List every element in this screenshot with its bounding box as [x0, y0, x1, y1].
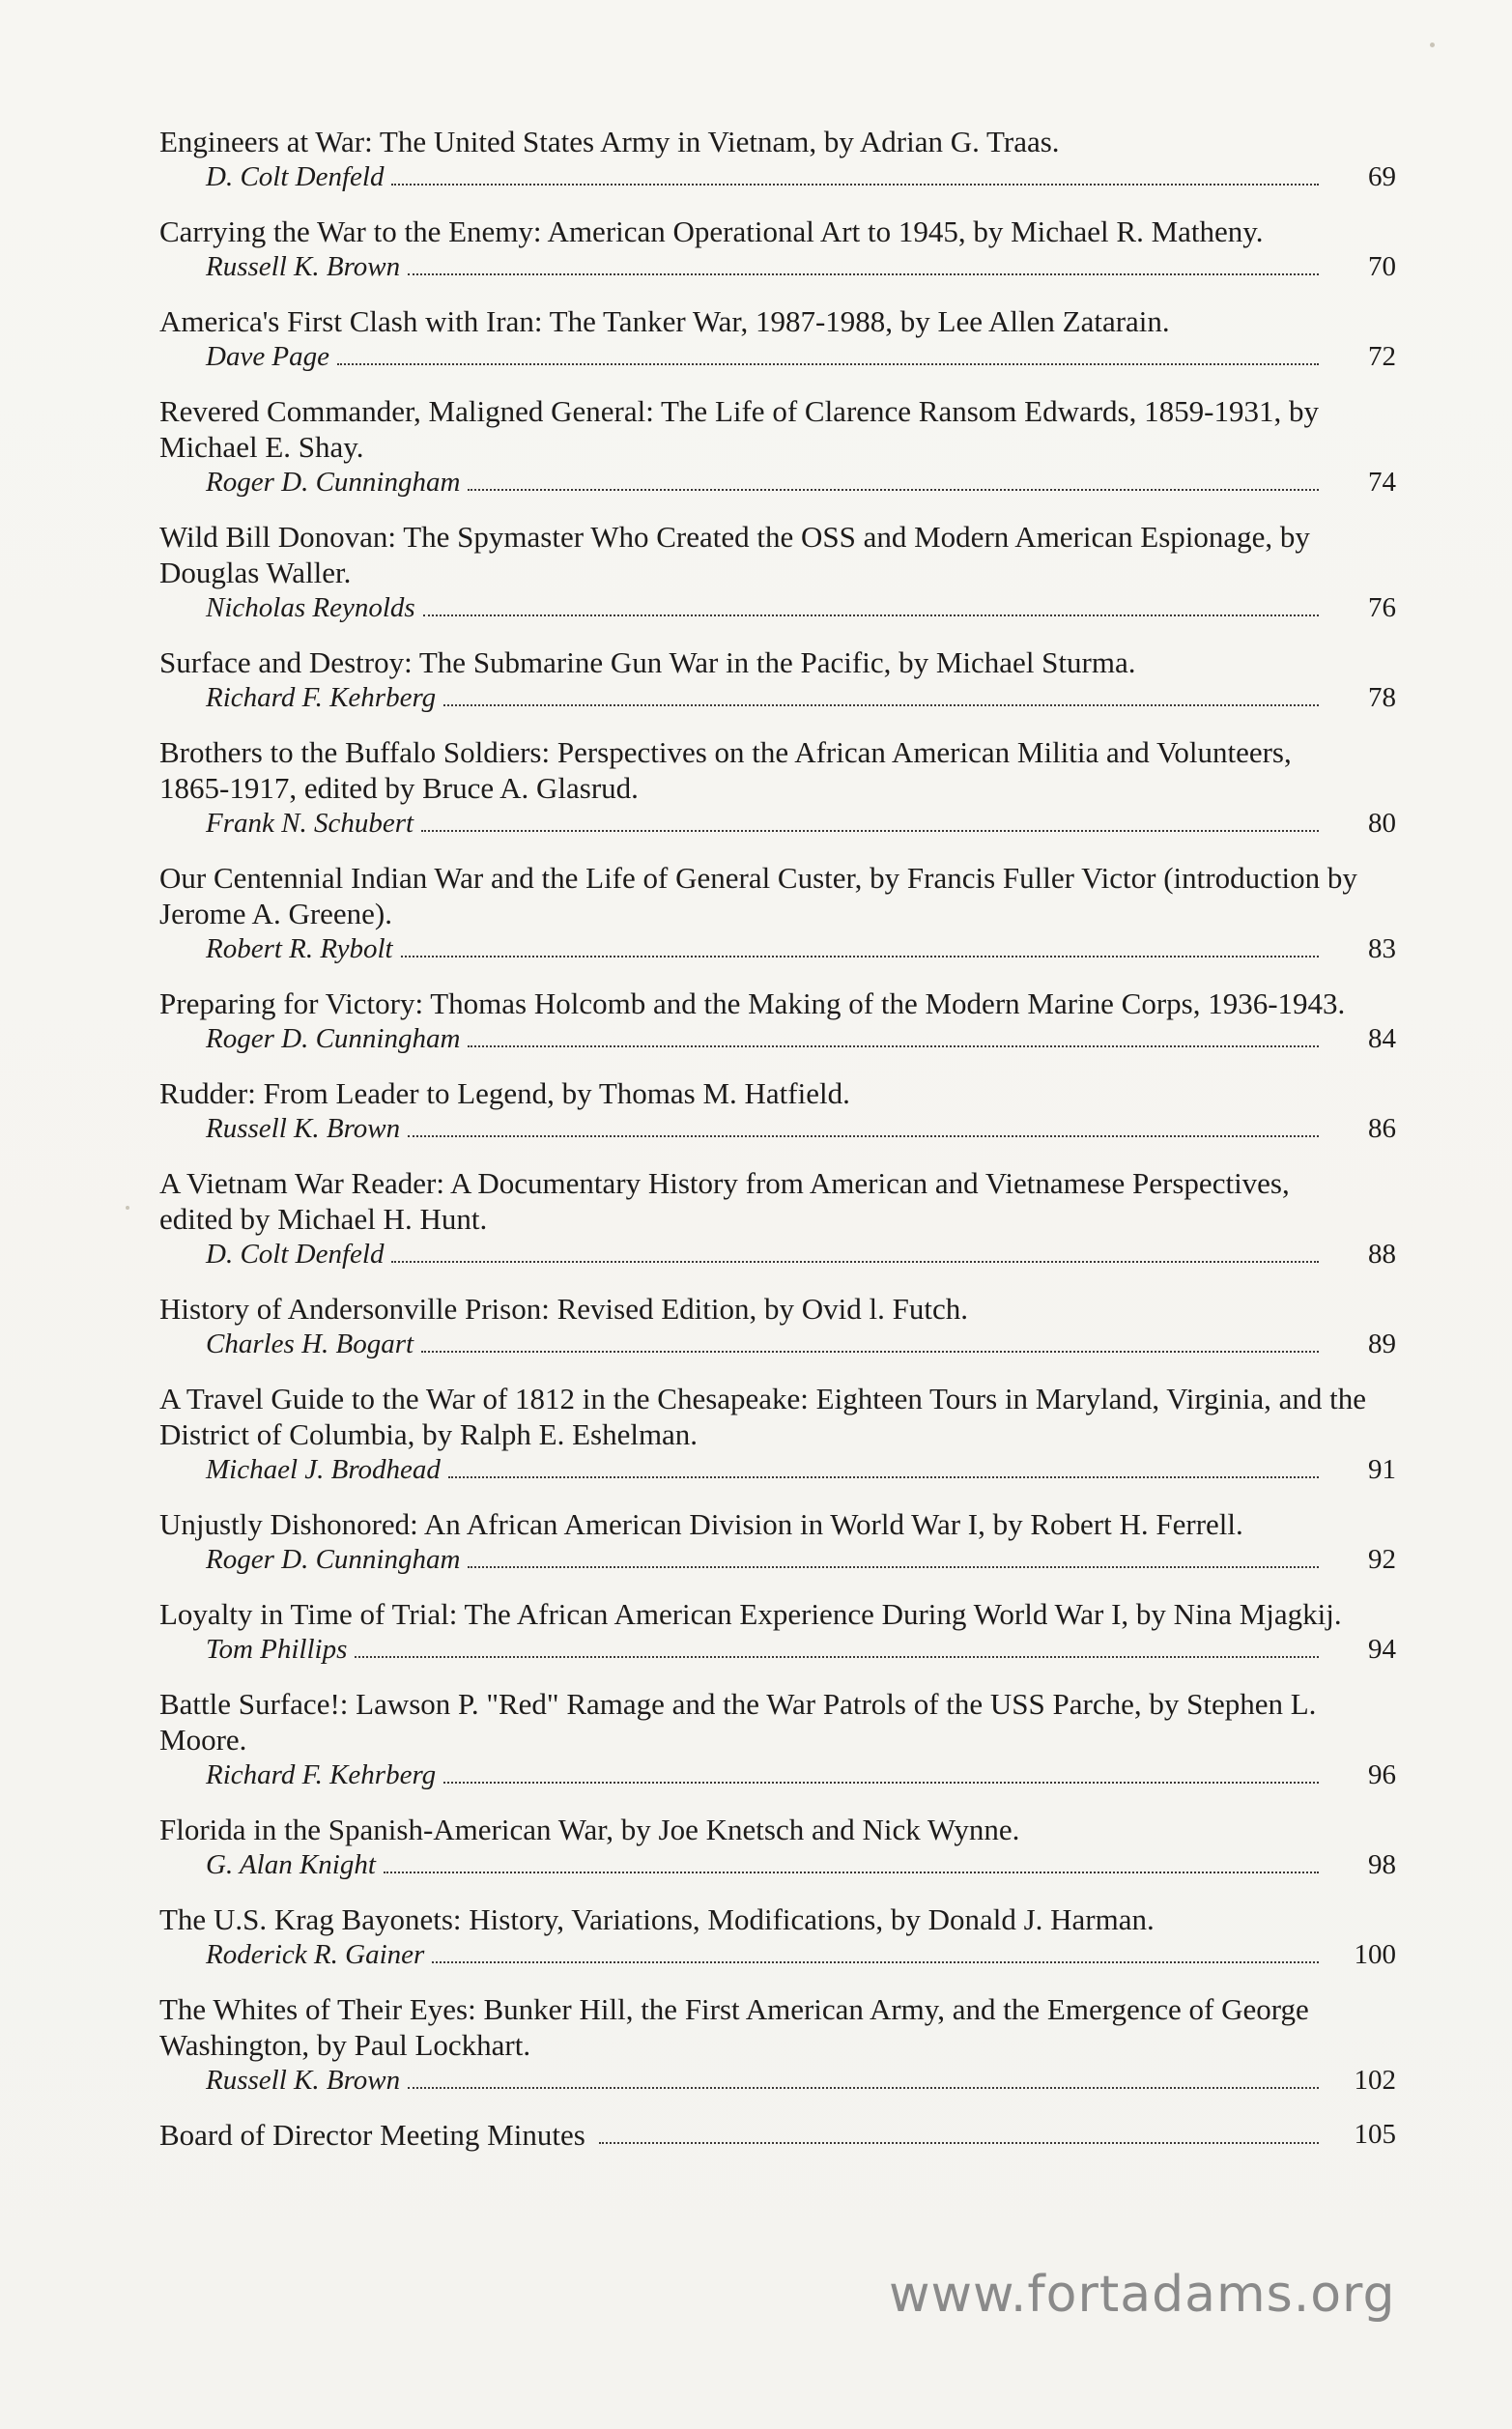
entry-byline: [159, 1111, 1396, 1146]
entry-byline: [159, 1757, 1396, 1792]
entry-reviewer: Roger D. Cunningham: [206, 467, 461, 498]
toc-entry: [159, 214, 1396, 284]
entry-page-number: 89: [1368, 1329, 1396, 1359]
entry-title: Revered Commander, Maligned General: The Life of Clarence Ransom Edwards, 1859-1931, by Michael E. Shay.: [159, 394, 1319, 464]
entry-byline: [159, 465, 1396, 500]
entry-byline: [159, 806, 1396, 841]
entry-page-number: 98: [1368, 1849, 1396, 1880]
entry-title: Unjustly Dishonored: An African American Division in World War I, by Robert H. Ferrell.: [159, 1507, 1243, 1541]
dot-leader: [432, 1960, 1319, 1963]
toc-entry: [159, 519, 1396, 625]
entry-title: Wild Bill Donovan: The Spymaster Who Created the OSS and Modern American Espionage, by Douglas Waller.: [159, 520, 1310, 589]
entry-reviewer: Robert R. Rybolt: [206, 933, 393, 964]
dot-leader: [408, 272, 1319, 275]
entry-page-number: 88: [1368, 1239, 1396, 1270]
entry-title: Brothers to the Buffalo Soldiers: Perspectives on the African American Militia and Volunteers, 1865-1917, edited by Bruce A. Glasrud.: [159, 735, 1292, 805]
entry-byline: [159, 1327, 1396, 1361]
entry-title: Board of Director Meeting Minutes: [159, 2118, 585, 2152]
entry-byline: [159, 1542, 1396, 1577]
entry-reviewer: Charles H. Bogart: [206, 1329, 414, 1359]
entry-page-number: 76: [1368, 592, 1396, 623]
entry-reviewer: Russell K. Brown: [206, 1113, 401, 1144]
toc-entry: [159, 124, 1396, 194]
entry-title: A Vietnam War Reader: A Documentary History from American and Vietnamese Perspectives, edited by Michael H. Hunt.: [159, 1166, 1290, 1236]
dot-leader: [337, 362, 1319, 365]
entry-page-number: 91: [1368, 1454, 1396, 1485]
dot-leader: [468, 1044, 1319, 1047]
website-watermark: www.fortadams.org: [889, 2266, 1396, 2324]
entry-page-number: 69: [1368, 161, 1396, 192]
dot-leader: [468, 488, 1319, 491]
entry-reviewer: Roderick R. Gainer: [206, 1939, 425, 1970]
dot-leader: [468, 1565, 1319, 1568]
entry-reviewer: Frank N. Schubert: [206, 808, 414, 839]
entry-reviewer: Tom Phillips: [206, 1634, 348, 1665]
entry-reviewer: Nicholas Reynolds: [206, 592, 415, 623]
entry-byline: [159, 1021, 1396, 1056]
toc-entry: [159, 1901, 1396, 1972]
entry-reviewer: Michael J. Brodhead: [206, 1454, 441, 1485]
toc-entry: [159, 1291, 1396, 1361]
entry-title: Our Centennial Indian War and the Life of General Custer, by Francis Fuller Victor (introduction by Jerome A. Greene).: [159, 861, 1357, 930]
toc-entry: [159, 644, 1396, 715]
paper-speck: [1430, 43, 1435, 47]
entry-byline: [159, 1452, 1396, 1487]
entry-page-number: 92: [1368, 1544, 1396, 1575]
toc-entry: [159, 1165, 1396, 1272]
entry-byline: [159, 680, 1396, 715]
entry-title: Engineers at War: The United States Army in Vietnam, by Adrian G. Traas.: [159, 125, 1060, 158]
toc-entry: [159, 1596, 1396, 1667]
dot-leader: [408, 2086, 1319, 2089]
entry-page-number: 80: [1368, 808, 1396, 839]
dot-leader: [421, 829, 1319, 832]
dot-leader: [355, 1655, 1319, 1658]
dot-leader: [408, 1134, 1319, 1137]
entry-title: Loyalty in Time of Trial: The African American Experience During World War I, by Nina Mjagkij.: [159, 1597, 1342, 1631]
dot-leader: [391, 183, 1319, 186]
entry-byline: [159, 590, 1396, 625]
dot-leader: [448, 1475, 1319, 1478]
table-of-contents: [159, 124, 1396, 2153]
toc-entry: [159, 1381, 1396, 1487]
dot-leader: [599, 2141, 1319, 2144]
dot-leader: [384, 1871, 1319, 1873]
dot-leader: [401, 955, 1319, 957]
entry-reviewer: Russell K. Brown: [206, 251, 401, 282]
entry-page-number: 102: [1354, 2065, 1396, 2096]
entry-title: A Travel Guide to the War of 1812 in the Chesapeake: Eighteen Tours in Maryland, Virginia, and the District of Columbia, by Ralph E. Eshelman.: [159, 1382, 1367, 1451]
dot-leader: [391, 1260, 1319, 1263]
entry-byline: [159, 1847, 1396, 1882]
entry-title: Preparing for Victory: Thomas Holcomb and the Making of the Modern Marine Corps, 1936-1943.: [159, 986, 1346, 1020]
entry-reviewer: Roger D. Cunningham: [206, 1023, 461, 1054]
entry-byline: [159, 249, 1396, 284]
entry-title: America's First Clash with Iran: The Tanker War, 1987-1988, by Lee Allen Zatarain.: [159, 304, 1170, 338]
toc-entry: [159, 1075, 1396, 1146]
entry-byline: [159, 339, 1396, 374]
entry-title: Battle Surface!: Lawson P. "Red" Ramage and the War Patrols of the USS Parche, by Stephen L. Moore.: [159, 1687, 1317, 1757]
toc-entry: [159, 1991, 1396, 2098]
entry-reviewer: Roger D. Cunningham: [206, 1544, 461, 1575]
entry-reviewer: Russell K. Brown: [206, 2065, 401, 2096]
entry-title: Florida in the Spanish-American War, by Joe Knetsch and Nick Wynne.: [159, 1813, 1020, 1846]
entry-byline: [159, 2063, 1396, 2098]
toc-entry: [159, 1812, 1396, 1882]
entry-reviewer: D. Colt Denfeld: [206, 161, 385, 192]
toc-entry: [159, 860, 1396, 966]
entry-byline: [159, 1632, 1396, 1667]
paper-speck: [126, 1206, 129, 1210]
entry-reviewer: Richard F. Kehrberg: [206, 1759, 437, 1790]
toc-entry: [159, 986, 1396, 1056]
entry-title: Carrying the War to the Enemy: American Operational Art to 1945, by Michael R. Matheny.: [159, 214, 1264, 248]
toc-entry: [159, 1686, 1396, 1792]
toc-entry: [159, 734, 1396, 841]
entry-title: The U.S. Krag Bayonets: History, Variations, Modifications, by Donald J. Harman.: [159, 1902, 1155, 1936]
entry-page-number: 74: [1368, 467, 1396, 498]
entry-page-number: 86: [1368, 1113, 1396, 1144]
entry-page-number: 78: [1368, 682, 1396, 713]
toc-entries: [159, 124, 1396, 2098]
entry-title: Rudder: From Leader to Legend, by Thomas M. Hatfield.: [159, 1076, 850, 1110]
dot-leader: [443, 1781, 1319, 1784]
entry-byline: [159, 159, 1396, 194]
entry-reviewer: Richard F. Kehrberg: [206, 682, 437, 713]
entry-byline: [159, 931, 1396, 966]
entry-page-number: 105: [1354, 2119, 1396, 2150]
entry-page-number: 70: [1368, 251, 1396, 282]
entry-page-number: 96: [1368, 1759, 1396, 1790]
entry-reviewer: Dave Page: [206, 341, 330, 372]
entry-title: Surface and Destroy: The Submarine Gun War in the Pacific, by Michael Sturma.: [159, 645, 1136, 679]
toc-entry: [159, 303, 1396, 374]
entry-page-number: 83: [1368, 933, 1396, 964]
entry-reviewer: D. Colt Denfeld: [206, 1239, 385, 1270]
entry-title: History of Andersonville Prison: Revised Edition, by Ovid l. Futch.: [159, 1292, 968, 1326]
entry-byline: [159, 1937, 1396, 1972]
entry-title: The Whites of Their Eyes: Bunker Hill, the First American Army, and the Emergence of George Washington, by Paul Lockhart.: [159, 1992, 1309, 2062]
entry-page-number: 84: [1368, 1023, 1396, 1054]
entry-reviewer: G. Alan Knight: [206, 1849, 376, 1880]
toc-entry-board-minutes: [159, 2117, 1396, 2153]
toc-entry: [159, 1506, 1396, 1577]
entry-page-number: 94: [1368, 1634, 1396, 1665]
entry-page-number: 72: [1368, 341, 1396, 372]
toc-entry: [159, 393, 1396, 500]
dot-leader: [443, 703, 1319, 706]
dot-leader: [421, 1350, 1319, 1353]
dot-leader: [423, 614, 1319, 616]
entry-page-number: 100: [1354, 1939, 1396, 1970]
entry-byline: [159, 1237, 1396, 1272]
